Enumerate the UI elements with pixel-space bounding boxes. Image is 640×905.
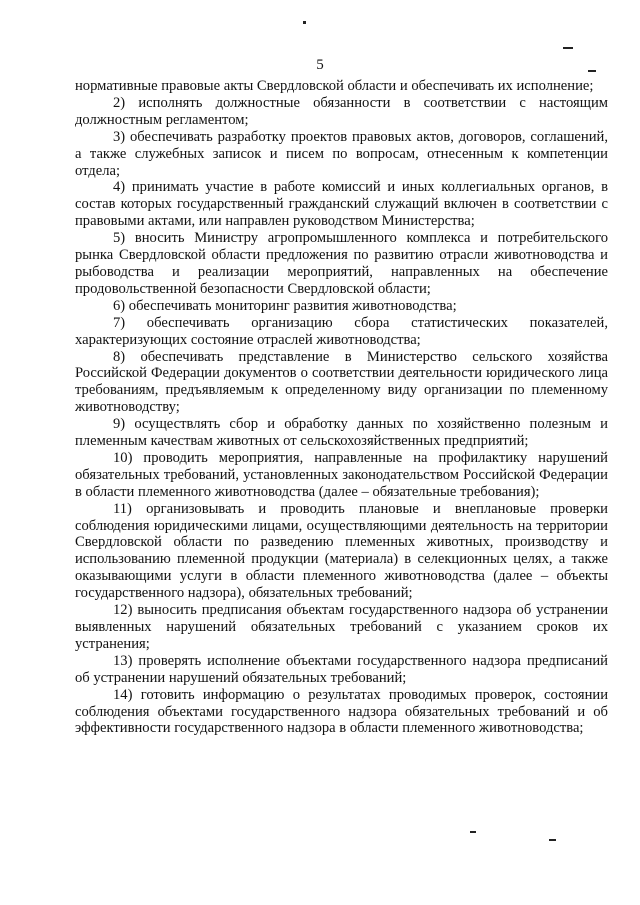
paragraph: 10) проводить мероприятия, направленные на профилактику нарушений обязательных требований, установленных законодательством Российской Федерации в области племенного животноводства (далее – обязательные требования); xyxy=(75,449,608,500)
document-body xyxy=(75,78,608,737)
paragraph: 13) проверять исполнение объектами государственного надзора предписаний об устранении нарушений обязательных требований; xyxy=(75,652,608,686)
paragraph: 11) организовывать и проводить плановые и внеплановые проверки соблюдения юридическими лицами, осуществляющими деятельность на территории Свердловской области по разведению племенных животных, производству и использованию племенной продукции (материала) в селекционных целях, а также оказывающими услуги в области племенного животноводства (далее – объекты государственного надзора), обязательных требований; xyxy=(75,500,608,602)
paragraph: 7) обеспечивать организацию сбора статистических показателей, характеризующих состояние отраслей животноводства; xyxy=(75,314,608,348)
scan-speck xyxy=(563,47,573,49)
paragraph: нормативные правовые акты Свердловской области и обеспечивать их исполнение; xyxy=(75,78,594,94)
scan-speck xyxy=(303,21,306,24)
page-number: 5 xyxy=(316,57,324,73)
paragraph: 12) выносить предписания объектам государственного надзора об устранении выявленных нарушений обязательных требований с указанием сроков их устранения; xyxy=(75,602,608,652)
paragraph: 2) исполнять должностные обязанности в соответствии с настоящим должностным регламентом; xyxy=(75,94,608,128)
paragraph: 9) осуществлять сбор и обработку данных по хозяйственно полезным и племенным качествам животных от сельскохозяйственных предприятий; xyxy=(75,416,608,450)
paragraph: 6) обеспечивать мониторинг развития животноводства; xyxy=(113,297,457,314)
paragraph: 8) обеспечивать представление в Министерство сельского хозяйства Российской Федерации документов о соответствии деятельности юридического лица требованиям, предъявляемым к определенному виду организации по племенному животноводству; xyxy=(75,348,608,416)
paragraph: 5) вносить Министру агропромышленного комплекса и потребительского рынка Свердловской области предложения по развитию отрасли животноводства и рыбоводства и реализации мероприятий, направленных на обеспечение продовольственной безопасности Свердловской области; xyxy=(75,230,608,297)
paragraph: 4) принимать участие в работе комиссий и иных коллегиальных органов, в состав которых государственный гражданский служащий включен в соответствии с правовыми актами, или направлен руководством Министерства; xyxy=(75,179,608,230)
scan-speck xyxy=(470,831,476,833)
scan-speck xyxy=(549,839,556,841)
paragraph: 3) обеспечивать разработку проектов правовых актов, договоров, соглашений, а также служебных записок и писем по вопросам, отнесенным к компетенции отдела; xyxy=(75,128,608,179)
paragraph: 14) готовить информацию о результатах проводимых проверок, состоянии соблюдения объектами государственного надзора обязательных требований и об эффективности государственного надзора в области племенного животноводства; xyxy=(75,686,608,737)
